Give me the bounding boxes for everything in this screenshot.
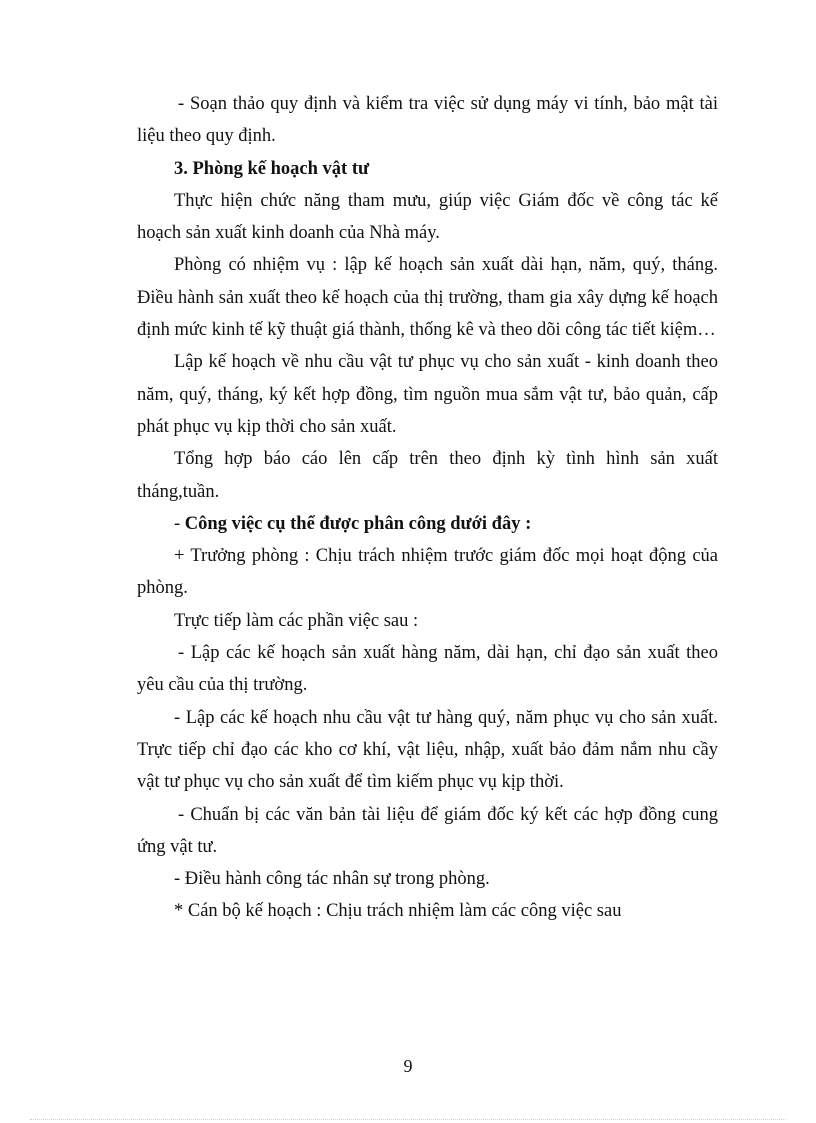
paragraph-computer-regulations: - Soạn thảo quy định và kiểm tra việc sử dụng máy vi tính, bảo mật tài liệu theo quy định. (137, 94, 718, 147)
paragraph-personnel: - Điều hành công tác nhân sự trong phòng. (174, 869, 490, 890)
dash-prefix: - (174, 513, 185, 534)
assigned-work-title: Công việc cụ thể được phân công dưới đây : (184, 513, 532, 534)
paragraph-production-plans: - Lập các kế hoạch sản xuất hàng năm, dài hạn, chỉ đạo sản xuất theo yêu cầu của thị trường. (137, 643, 718, 696)
paragraph-material-planning: Lập kế hoạch về nhu cầu vật tư phục vụ cho sản xuất - kinh doanh theo năm, quý, tháng, ký kết hợp đồng, tìm nguồn mua sắm vật tư, bảo quản, cấp phát phục vụ kịp thời cho sản xuất. (137, 352, 718, 437)
paragraph-material-needs: - Lập các kế hoạch nhu cầu vật tư hàng quý, năm phục vụ cho sản xuất. Trực tiếp chỉ đạo các kho cơ khí, vật liệu, nhập, xuất bảo đảm nắm nhu cầy vật tư phục vụ cho sản xuất để tìm kiếm phục vụ kịp thời. (137, 707, 718, 793)
page-bottom-divider (30, 1119, 786, 1120)
paragraph-assigned-work (137, 508, 718, 540)
paragraph-head-of-department: + Trưởng phòng : Chịu trách nhiệm trước giám đốc mọi hoạt động của phòng. (137, 546, 718, 599)
paragraph-contract-documents: - Chuẩn bị các văn bản tài liệu để giám đốc ký kết các hợp đồng cung ứng vật tư. (137, 804, 718, 857)
paragraph-reporting: Tổng hợp báo cáo lên cấp trên theo định kỳ tình hình sản xuất tháng,tuần. (137, 449, 718, 502)
paragraph-planning-officer: * Cán bộ kế hoạch : Chịu trách nhiệm làm các công việc sau (174, 901, 622, 922)
paragraph-duties: Phòng có nhiệm vụ : lập kế hoạch sản xuất dài hạn, năm, quý, tháng. Điều hành sản xuất theo kế hoạch của thị trường, tham gia xây dựng kế hoạch định mức kinh tế kỹ thuật giá thành, thống kê và theo dõi công tác tiết kiệm… (137, 255, 718, 341)
section-heading-planning-department: 3. Phòng kế hoạch vật tư (174, 158, 370, 179)
paragraph-function: Thực hiện chức năng tham mưu, giúp việc Giám đốc về công tác kế hoạch sản xuất kinh doanh của Nhà máy. (137, 190, 718, 244)
page-number: 9 (403, 1056, 413, 1076)
document-body (137, 88, 718, 928)
paragraph-direct-tasks: Trực tiếp làm các phần việc sau : (174, 610, 419, 631)
